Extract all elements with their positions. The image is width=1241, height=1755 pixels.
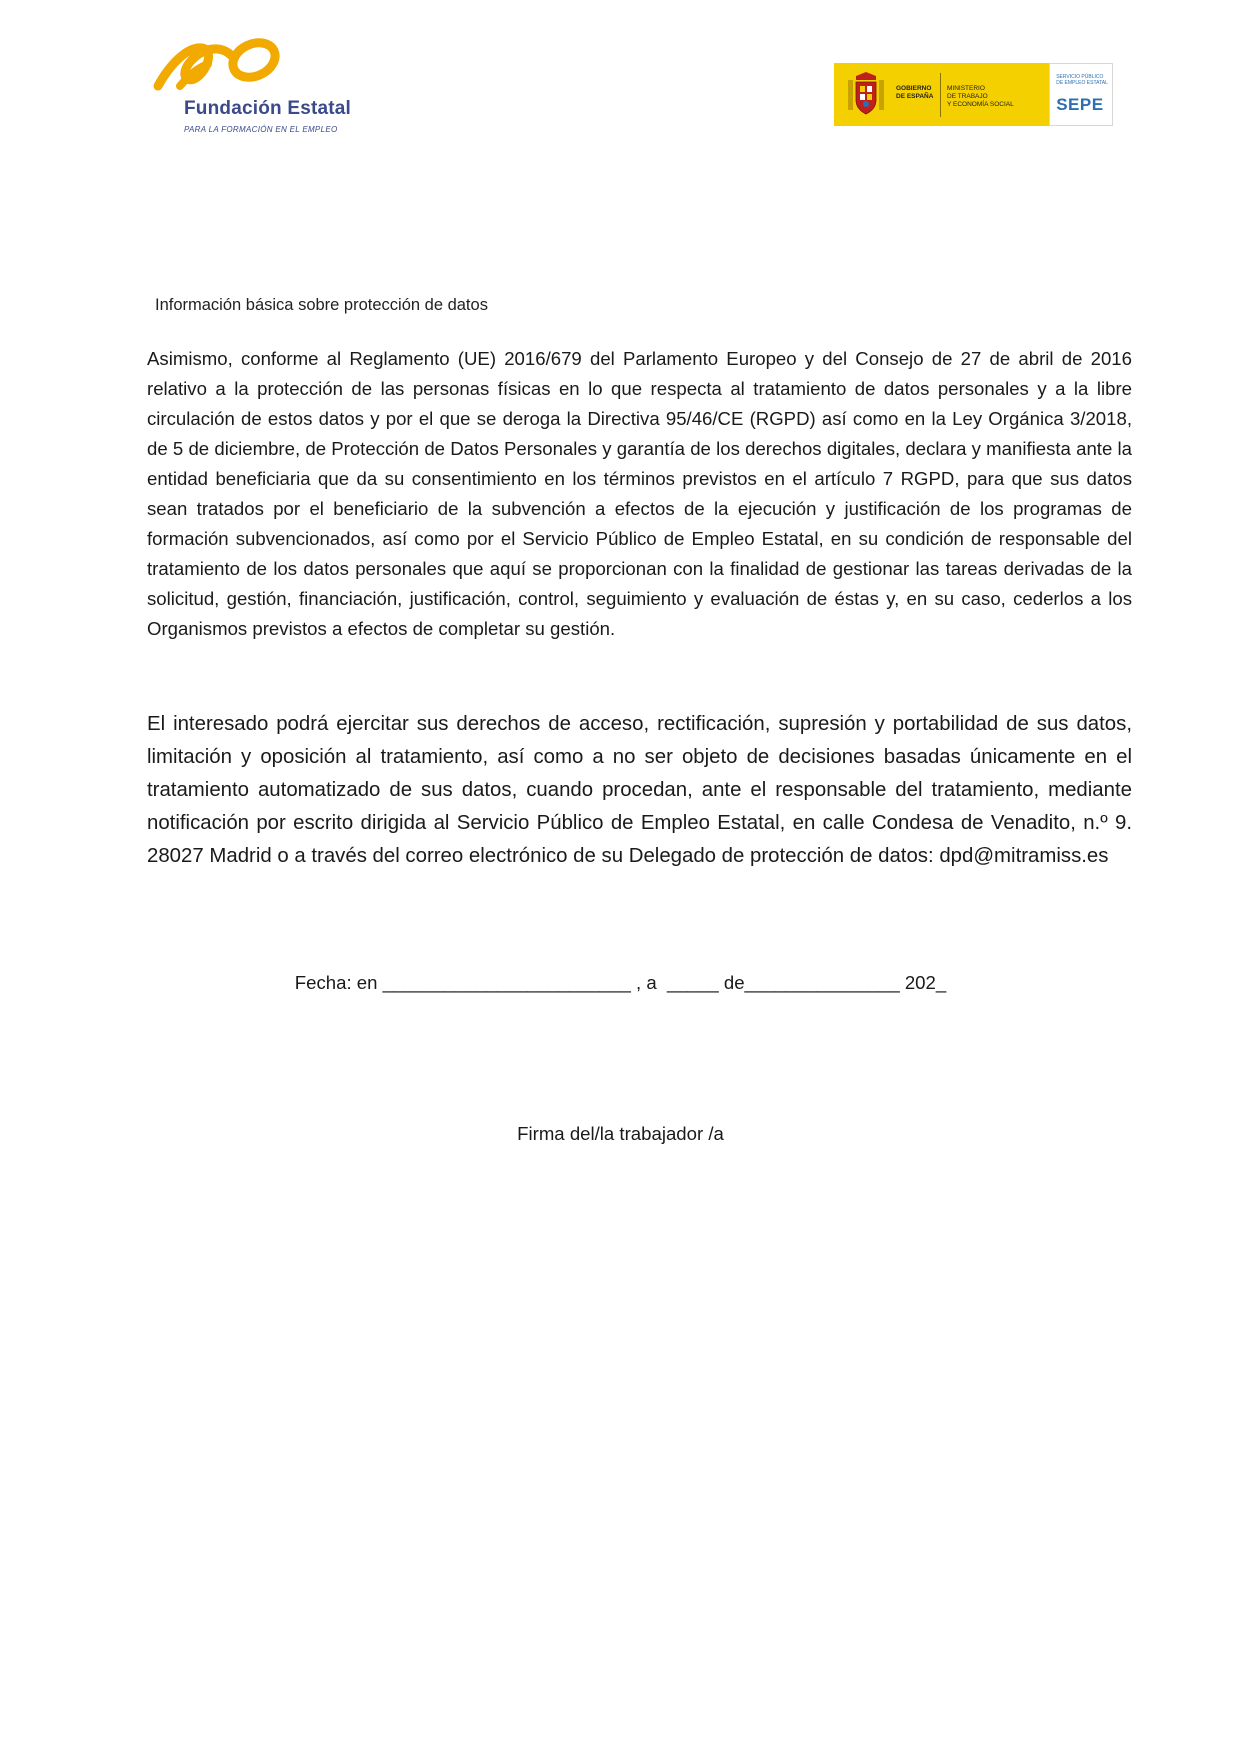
- date-line: Fecha: en ________________________ , a _____ de_______________ 202_: [294, 972, 947, 993]
- sepe-full-name: SERVICIO PÚBLICO DE EMPLEO ESTATAL: [1056, 74, 1108, 86]
- spain-coat-of-arms-icon: [846, 70, 886, 118]
- fundae-name: Fundación Estatal: [184, 98, 352, 119]
- fundae-infinity-logo-icon: [150, 34, 290, 94]
- gobierno-sepe-logo: [834, 63, 1113, 126]
- sepe-block: [1049, 63, 1113, 126]
- section-heading: Información básica sobre protección de datos: [155, 296, 488, 314]
- rights-paragraph: El interesado podrá ejercitar sus derechos de acceso, rectificación, supresión y portabilidad de sus datos, limitación y oposición al tratamiento, así como a no ser objeto de decisiones basadas únicamente en el tratamiento automatizado de sus datos, cuando procedan, ante el responsable del tratamiento, mediante notificación por escrito dirigida al Servicio Público de Empleo Estatal, en calle Condesa de Venadito, n.º 9. 28027 Madrid o a través del correo electrónico de su Delegado de protección de datos: dpd@mitramiss.es: [147, 713, 1132, 867]
- signature-label: Firma del/la trabajador /a: [517, 1123, 724, 1144]
- gobierno-ministerio-block: [834, 63, 1049, 126]
- consent-paragraph: Asimismo, conforme al Reglamento (UE) 2016/679 del Parlamento Europeo y del Consejo de 27 de abril de 2016 relativo a la protección de las personas físicas en lo que respecta al tratamiento de datos personales y a la libre circulación de estos datos y por el que se deroga la Directiva 95/46/CE (RGPD) así como en la Ley Orgánica 3/2018, de 5 de diciembre, de Protección de Datos Personales y garantía de los derechos digitales, declara y manifiesta ante la entidad beneficiaria que da su consentimiento en los términos previstos en el artículo 7 RGPD, para que sus datos sean tratados por el beneficiario de la subvención a efectos de la ejecución y justificación de los programas de formación subvencionados, así como por el Servicio Público de Empleo Estatal, en su condición de responsable del tratamiento de los datos personales que aquí se proporcionan con la finalidad de gestionar las tareas derivadas de la solicitud, gestión, financiación, justificación, control, seguimiento y evaluación de éstas y, en su caso, cederlos a los Organismos previstos a efectos de completar su gestión.: [147, 348, 1132, 639]
- gobierno-text: GOBIERNO DE ESPAÑA: [896, 85, 934, 100]
- gov-divider: [940, 73, 941, 117]
- sepe-acronym: SEPE: [1056, 95, 1104, 114]
- fundae-tagline: PARA LA FORMACIÓN EN EL EMPLEO: [184, 125, 338, 134]
- ministerio-text: MINISTERIO DE TRABAJO Y ECONOMÍA SOCIAL: [947, 85, 1014, 108]
- fundae-logo: [150, 34, 390, 144]
